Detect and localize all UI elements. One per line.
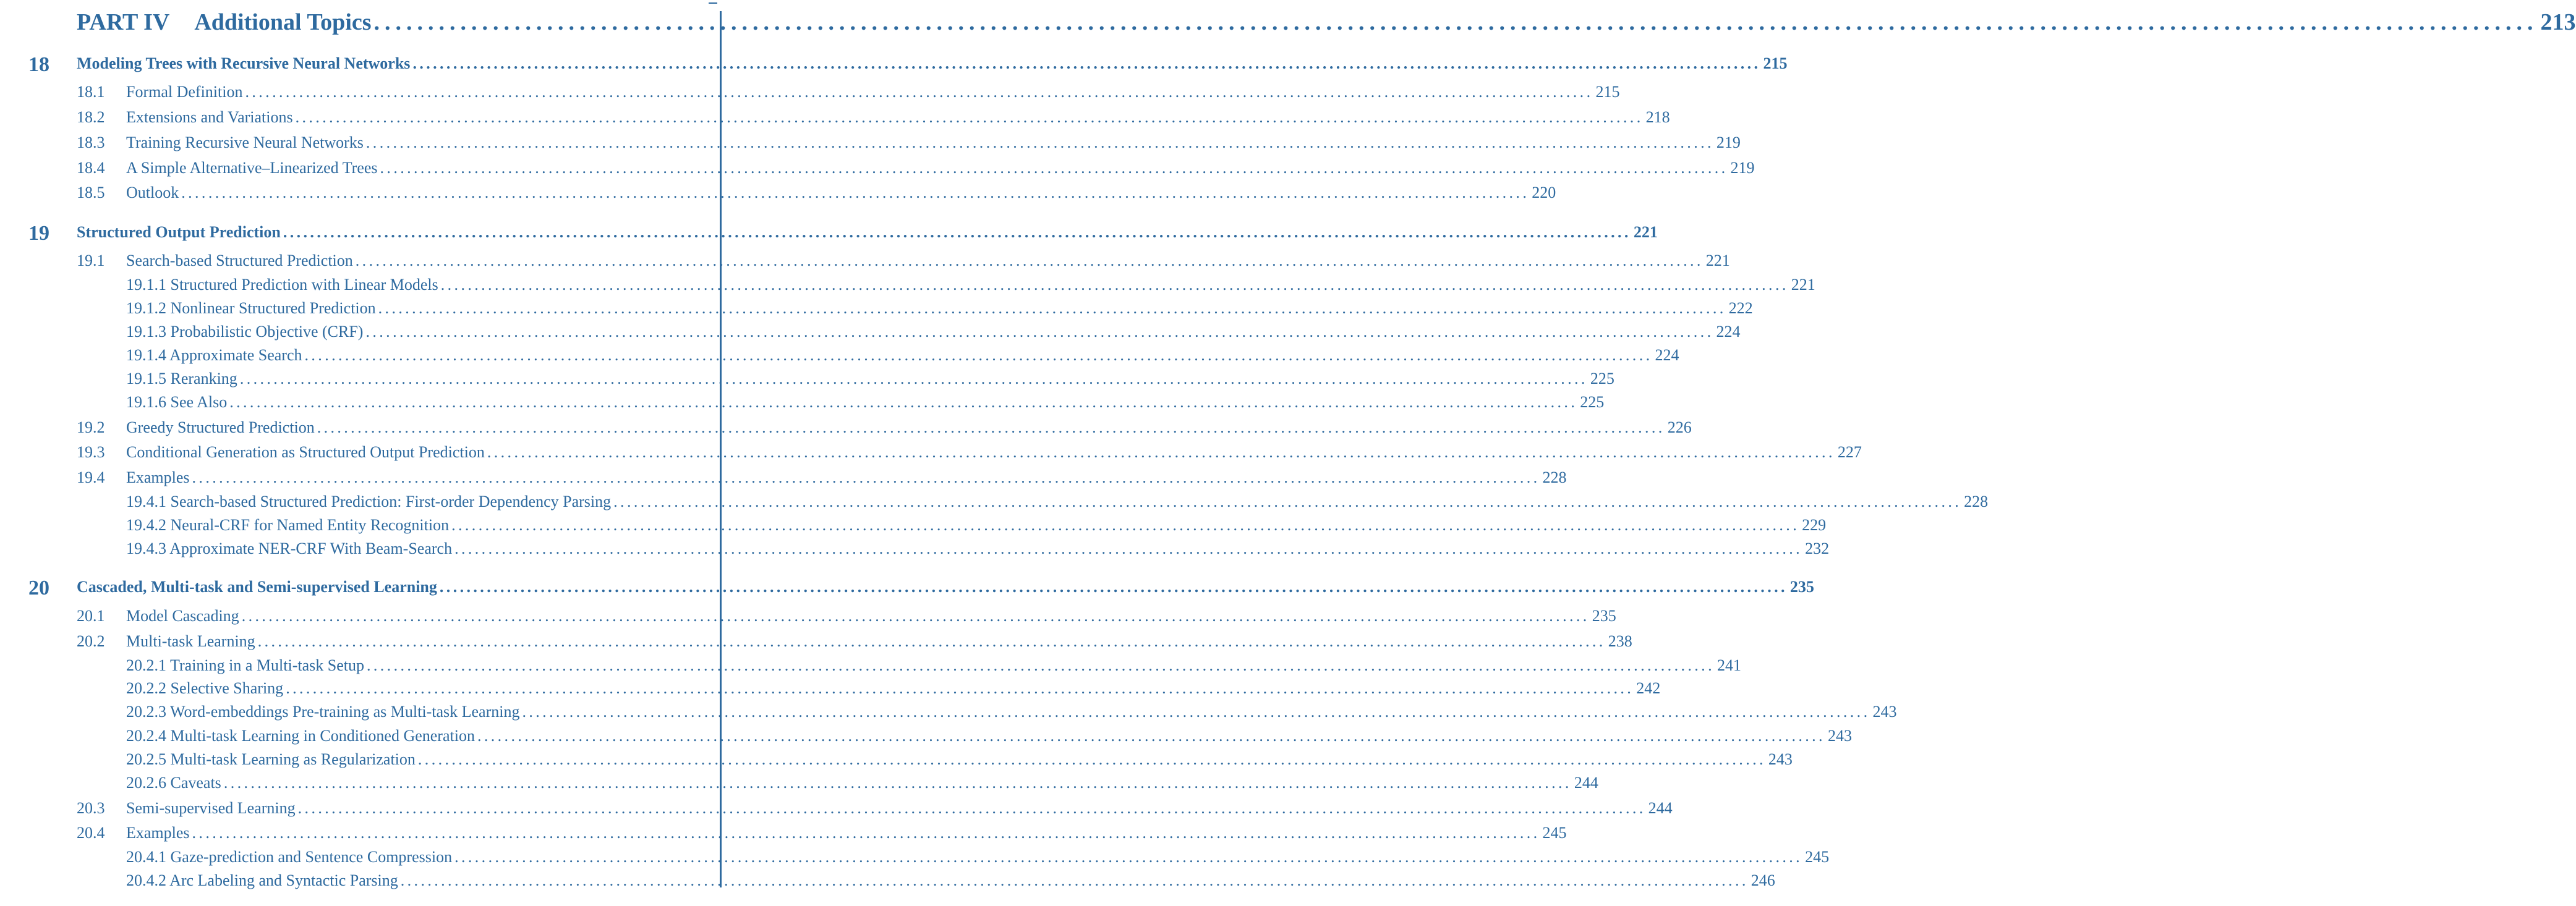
- dot-leader: ........................................................................................................................................................................................................: [239, 370, 1588, 387]
- section-page: 244: [1648, 799, 1673, 817]
- chapter-page: 215: [1763, 54, 1788, 72]
- subsection-entry[interactable]: [126, 750, 1793, 769]
- dot-leader: ........................................................................................................................................................................................................: [241, 607, 1590, 625]
- chapter-entry[interactable]: [77, 223, 1658, 242]
- subsection-page: 224: [1716, 323, 1741, 341]
- section-title: Training Recursive Neural Networks: [126, 133, 364, 151]
- subsection-page: 225: [1590, 370, 1614, 387]
- section-page: 226: [1667, 418, 1692, 436]
- subsection-page: 245: [1805, 848, 1830, 866]
- section-number: 19.2: [77, 418, 105, 436]
- subsection-title: 20.2.2 Selective Sharing: [126, 679, 284, 697]
- subsection-title: 19.4.3 Approximate NER-CRF With Beam-Search: [126, 540, 453, 557]
- subsection-page: 232: [1805, 540, 1830, 557]
- section-entry[interactable]: [77, 468, 1567, 487]
- section-number: 18.3: [77, 133, 105, 151]
- subsection-title: 20.2.6 Caveats: [126, 774, 221, 792]
- dot-leader: ........................................................................................................................................................................................................: [192, 824, 1540, 842]
- dot-leader: ........................................................................................................................................................................................................: [192, 468, 1540, 486]
- section-number: 19.3: [77, 443, 105, 461]
- subsection-entry[interactable]: [126, 346, 1679, 365]
- subsection-title: 20.2.3 Word-embeddings Pre-training as Multi-task Learning: [126, 703, 520, 721]
- section-page: 238: [1608, 632, 1632, 650]
- subsection-title: 19.1.4 Approximate Search: [126, 346, 302, 364]
- subsection-entry[interactable]: [126, 679, 1661, 698]
- dot-leader: ........................................................................................................................................................................................................: [355, 252, 1704, 269]
- dot-leader: ........................................................................................................................................................................................................: [454, 540, 1803, 557]
- dot-leader: ........................................................................................................................................................................................................: [417, 750, 1766, 768]
- subsection-entry[interactable]: [126, 656, 1741, 675]
- dot-leader: ........................................................................................................................................................................................................: [412, 54, 1761, 72]
- section-entry[interactable]: [77, 418, 1692, 437]
- subsection-page: 243: [1827, 727, 1852, 745]
- section-number: 18.2: [77, 108, 105, 126]
- subsection-entry[interactable]: [126, 871, 1775, 890]
- subsection-entry[interactable]: [126, 727, 1852, 745]
- section-title: Extensions and Variations: [126, 108, 293, 126]
- section-entry[interactable]: [77, 159, 1755, 177]
- section-title: Examples: [126, 824, 190, 842]
- dot-leader: ........................................................................................................................................................................................................: [304, 346, 1653, 364]
- dot-leader: ........................................................................................................................................................................................................: [366, 656, 1715, 674]
- subsection-title: 20.2.1 Training in a Multi-task Setup: [126, 656, 364, 674]
- section-page: 245: [1542, 824, 1567, 842]
- section-page: 219: [1730, 159, 1755, 177]
- section-entry[interactable]: [77, 133, 1741, 152]
- subsection-entry[interactable]: [126, 276, 1815, 294]
- chapter-entry[interactable]: [77, 578, 1814, 596]
- section-page: 235: [1592, 607, 1616, 625]
- subsection-title: 20.4.1 Gaze-prediction and Sentence Compression: [126, 848, 453, 866]
- subsection-entry[interactable]: [126, 370, 1614, 388]
- subsection-entry[interactable]: [126, 774, 1598, 792]
- section-number: 20.1: [77, 607, 105, 625]
- section-number: 20.3: [77, 799, 105, 817]
- part-page: 213: [2540, 9, 2576, 35]
- section-page: 215: [1595, 83, 1620, 101]
- subsection-title: 19.1.1 Structured Prediction with Linear Models: [126, 276, 438, 294]
- section-title: Search-based Structured Prediction: [126, 252, 353, 269]
- section-entry[interactable]: [77, 83, 1620, 101]
- subsection-entry[interactable]: [126, 493, 1989, 511]
- subsection-title: 20.2.4 Multi-task Learning in Conditioned Generation: [126, 727, 475, 745]
- subsection-entry[interactable]: [126, 848, 1830, 866]
- subsection-page: 224: [1655, 346, 1679, 364]
- dot-leader: ........................................................................................................................................................................................................: [245, 83, 1593, 101]
- section-title: Greedy Structured Prediction: [126, 418, 315, 436]
- subsection-page: 242: [1636, 679, 1661, 697]
- chapter-title: Modeling Trees with Recursive Neural Networks: [77, 54, 411, 72]
- section-page: 218: [1645, 108, 1670, 126]
- section-page: 228: [1542, 468, 1567, 486]
- chapter-number: 18: [28, 53, 49, 76]
- subsection-title: 19.4.1 Search-based Structured Prediction: First-order Dependency Parsing: [126, 493, 612, 510]
- chapter-page: 235: [1789, 578, 1814, 596]
- dot-leader: ........................................................................................................................................................................................................: [286, 679, 1634, 697]
- dot-leader: ........................................................................................................................................................................................................: [613, 493, 1962, 510]
- dot-leader: ........................................................................................................................................................................................................: [487, 443, 1835, 461]
- page-corner-mark: [709, 0, 717, 4]
- chapter-title: Structured Output Prediction: [77, 223, 281, 241]
- section-entry[interactable]: [77, 108, 1670, 127]
- chapter-title: Cascaded, Multi-task and Semi-supervised Learning: [77, 578, 437, 596]
- dot-leader: ........................................................................................................................................................................................................: [317, 418, 1665, 436]
- part-label: PART IV: [77, 9, 170, 35]
- section-title: Formal Definition: [126, 83, 243, 101]
- subsection-page: 222: [1728, 299, 1753, 317]
- part-title: Additional Topics: [194, 9, 372, 35]
- subsection-entry[interactable]: [126, 393, 1605, 412]
- section-number: 18.1: [77, 83, 105, 101]
- subsection-page: 221: [1791, 276, 1815, 294]
- dot-leader: ........................................................................................................................................................................................................: [477, 727, 1825, 745]
- dot-leader: ........................................................................................................................................................................................................: [295, 108, 1644, 126]
- dot-leader: ........................................................................................................................................................................................................: [522, 703, 1870, 721]
- dot-leader: ........................................................................................................................................................................................................: [400, 871, 1749, 889]
- section-page: 227: [1837, 443, 1862, 461]
- part-label-title: [77, 9, 372, 36]
- section-title: Semi-supervised Learning: [126, 799, 296, 817]
- dot-leader: ........................................................................................................................................................................................................: [181, 184, 1530, 201]
- subsection-page: 241: [1717, 656, 1741, 674]
- section-entry[interactable]: [77, 184, 1556, 202]
- subsection-entry[interactable]: [126, 299, 1753, 318]
- subsection-page: 229: [1802, 516, 1827, 534]
- subsection-entry[interactable]: [126, 540, 1830, 558]
- section-entry[interactable]: [77, 824, 1567, 842]
- section-entry[interactable]: [77, 443, 1862, 462]
- dot-leader: ........................................................................................................................................................................................................: [439, 578, 1788, 596]
- section-page: 221: [1705, 252, 1730, 269]
- subsection-title: 19.1.3 Probabilistic Objective (CRF): [126, 323, 364, 341]
- dot-leader: ........................................................................................................................................................................................................: [454, 848, 1803, 866]
- section-page: 220: [1532, 184, 1556, 201]
- subsection-page: 228: [1964, 493, 1989, 510]
- subsection-title: 19.1.5 Reranking: [126, 370, 237, 387]
- subsection-entry[interactable]: [126, 516, 1827, 535]
- dot-leader: ........................................................................................................................................................................................................: [283, 223, 1631, 241]
- subsection-page: 243: [1768, 750, 1793, 768]
- dot-leader: ........................................................................................................................................................................................................: [440, 276, 1789, 294]
- dot-leader: ........................................................................................................................................................................................................: [297, 799, 1646, 817]
- chapter-page: 221: [1633, 223, 1658, 241]
- section-number: 18.4: [77, 159, 105, 177]
- dot-leader: ........................................................................................................................................................................................................: [365, 133, 1714, 151]
- part-heading[interactable]: [77, 9, 2576, 36]
- subsection-title: 20.4.2 Arc Labeling and Syntactic Parsing: [126, 871, 398, 889]
- dot-leader: ........................................................................................................................................................................................................: [257, 632, 1606, 650]
- chapter-number: 20: [28, 577, 49, 599]
- section-title: Outlook: [126, 184, 179, 201]
- section-entry[interactable]: [77, 252, 1730, 270]
- dot-leader: ........................................................................................................................................................................................................: [223, 774, 1572, 792]
- dot-leader: ........................................................................................................................................................................................................: [365, 323, 1714, 341]
- section-number: 18.5: [77, 184, 105, 201]
- dot-leader: ........................................................................................................................................................................................................: [229, 393, 1578, 411]
- subsection-title: 19.1.6 See Also: [126, 393, 228, 411]
- subsection-title: 20.2.5 Multi-task Learning as Regularization: [126, 750, 416, 768]
- chapter-entry[interactable]: [77, 54, 1788, 73]
- subsection-title: 19.4.2 Neural-CRF for Named Entity Recognition: [126, 516, 450, 534]
- section-number: 20.4: [77, 824, 105, 842]
- subsection-page: 246: [1751, 871, 1775, 889]
- subsection-page: 243: [1872, 703, 1897, 721]
- dot-leader: ........................................................................................................................................................................................................: [380, 159, 1728, 177]
- section-title: Examples: [126, 468, 190, 486]
- dot-leader: ........................................................................................................................................................................................................: [451, 516, 1800, 534]
- section-title: Conditional Generation as Structured Output Prediction: [126, 443, 485, 461]
- subsection-page: 244: [1574, 774, 1598, 792]
- section-entry[interactable]: [77, 607, 1616, 625]
- section-title: Multi-task Learning: [126, 632, 255, 650]
- dot-leader: ........................................................................................................................................................................................................: [373, 9, 2538, 35]
- chapter-number: 19: [28, 222, 49, 245]
- subsection-page: 225: [1580, 393, 1605, 411]
- section-number: 19.4: [77, 468, 105, 486]
- section-number: 20.2: [77, 632, 105, 650]
- section-title: A Simple Alternative–Linearized Trees: [126, 159, 378, 177]
- section-page: 219: [1716, 133, 1741, 151]
- section-title: Model Cascading: [126, 607, 239, 625]
- section-entry[interactable]: [77, 799, 1673, 818]
- section-number: 19.1: [77, 252, 105, 269]
- dot-leader: ........................................................................................................................................................................................................: [378, 299, 1726, 317]
- section-entry[interactable]: [77, 632, 1632, 651]
- subsection-entry[interactable]: [126, 703, 1897, 721]
- subsection-title: 19.1.2 Nonlinear Structured Prediction: [126, 299, 376, 317]
- subsection-entry[interactable]: [126, 323, 1741, 341]
